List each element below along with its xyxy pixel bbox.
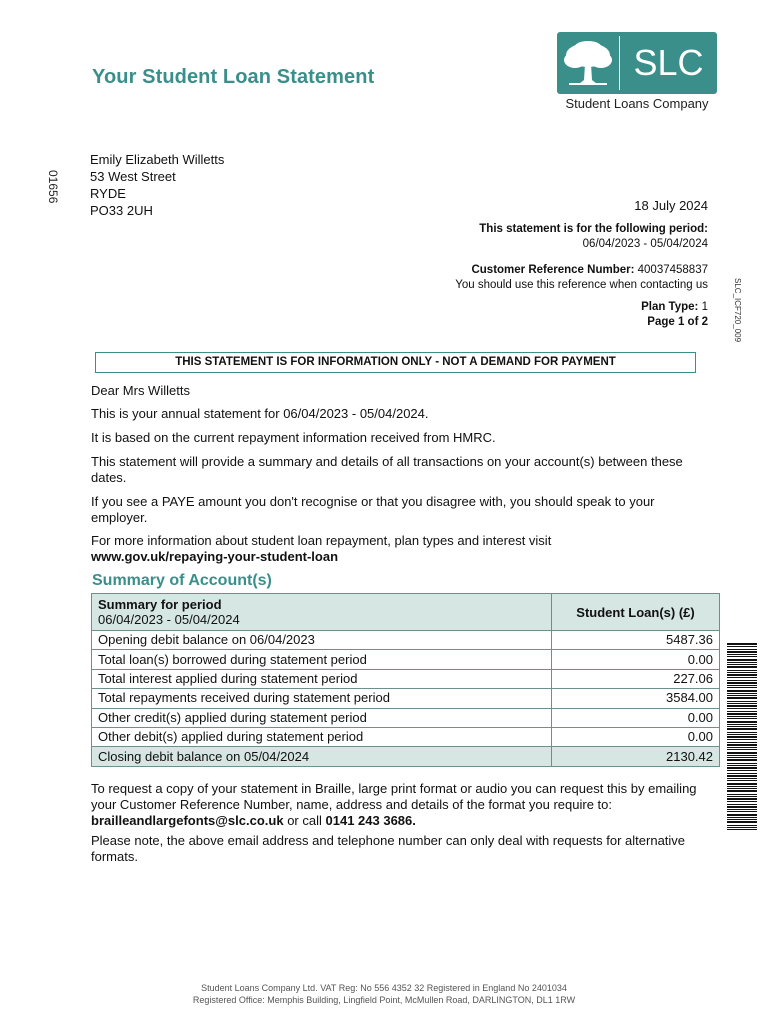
alternative-format-text: To request a copy of your statement in Braille, large print format or audio you can request this by emailing your Customer Reference Number, name, address and details of the format you require to: bbox=[91, 781, 697, 812]
gov-uk-link[interactable]: www.gov.uk/repaying-your-student-loan bbox=[91, 549, 339, 564]
page-title: Your Student Loan Statement bbox=[92, 66, 375, 88]
plan-type bbox=[641, 300, 708, 315]
information-notice: THIS STATEMENT IS FOR INFORMATION ONLY - NOT A DEMAND FOR PAYMENT bbox=[95, 352, 696, 373]
intro-paragraph: This is your annual statement for 06/04/2023 - 05/04/2024. bbox=[91, 406, 429, 421]
table-row bbox=[92, 669, 720, 688]
summary-period-dates: 06/04/2023 - 05/04/2024 bbox=[98, 612, 240, 627]
summary-heading: Summary of Account(s) bbox=[92, 572, 272, 589]
format-note-paragraph: Please note, the above email address and telephone number can only deal with requests for alternative formats. bbox=[91, 833, 686, 864]
period-value: 06/04/2023 - 05/04/2024 bbox=[582, 238, 708, 250]
row-label: Other debit(s) applied during statement period bbox=[92, 727, 552, 746]
slc-logo bbox=[557, 32, 717, 94]
row-label: Other credit(s) applied during statement period bbox=[92, 708, 552, 727]
logo-text: SLC bbox=[633, 42, 704, 83]
address-postcode: PO33 2UH bbox=[90, 203, 153, 218]
barcode bbox=[727, 643, 757, 830]
table-row bbox=[92, 689, 720, 708]
row-label: Total loan(s) borrowed during statement period bbox=[92, 650, 552, 669]
paye-paragraph: If you see a PAYE amount you don't recognise or that you disagree with, you should speak to your employer. bbox=[91, 494, 655, 525]
row-amount: 227.06 bbox=[552, 669, 720, 688]
row-amount: 0.00 bbox=[552, 650, 720, 669]
or-call-text: or call bbox=[287, 813, 322, 828]
row-label: Opening debit balance on 06/04/2023 bbox=[92, 631, 552, 650]
footer bbox=[0, 982, 768, 1006]
table-row bbox=[92, 650, 720, 669]
row-amount: 5487.36 bbox=[552, 631, 720, 650]
salutation: Dear Mrs Willetts bbox=[91, 383, 190, 398]
summary-table bbox=[91, 593, 720, 767]
plan-type-value: 1 bbox=[701, 301, 708, 313]
summary-period-header bbox=[92, 594, 552, 631]
row-label: Total interest applied during statement period bbox=[92, 669, 552, 688]
document-code: SLC_ICF720_009 bbox=[733, 278, 742, 343]
mailing-reference: 01656 bbox=[46, 170, 60, 204]
footer-address-line: Registered Office: Memphis Building, Lingfield Point, McMullen Road, DARLINGTON, DL1 1RW bbox=[192, 995, 576, 1005]
address-town: RYDE bbox=[90, 186, 126, 201]
oak-tree-icon bbox=[557, 32, 619, 94]
row-amount: 0.00 bbox=[552, 708, 720, 727]
summary-period-title: Summary for period bbox=[98, 597, 222, 612]
period-label: This statement is for the following period: bbox=[479, 223, 708, 235]
plan-type-label: Plan Type: bbox=[641, 301, 699, 313]
closing-balance-row bbox=[92, 747, 720, 766]
student-loan-header: Student Loan(s) (£) bbox=[552, 594, 720, 631]
table-row bbox=[92, 708, 720, 727]
row-amount: 0.00 bbox=[552, 727, 720, 746]
footer-company-line: Student Loans Company Ltd. VAT Reg: No 556 4352 32 Registered in England No 2401034 bbox=[201, 983, 567, 993]
row-amount: 3584.00 bbox=[552, 689, 720, 708]
summary-header-row bbox=[92, 594, 720, 631]
row-amount: 2130.42 bbox=[552, 747, 720, 766]
page-number: Page 1 of 2 bbox=[647, 316, 708, 328]
statement-date: 18 July 2024 bbox=[634, 198, 708, 213]
table-row bbox=[92, 727, 720, 746]
row-label: Closing debit balance on 05/04/2024 bbox=[92, 747, 552, 766]
hmrc-paragraph: It is based on the current repayment information received from HMRC. bbox=[91, 430, 496, 445]
customer-reference bbox=[471, 263, 708, 278]
alternative-format-paragraph bbox=[91, 781, 713, 829]
more-info-paragraph bbox=[91, 533, 713, 565]
row-label: Total repayments received during statement period bbox=[92, 689, 552, 708]
address-line: 53 West Street bbox=[90, 169, 176, 184]
recipient-address bbox=[90, 151, 224, 219]
logo-caption: Student Loans Company bbox=[565, 96, 709, 111]
more-info-text: For more information about student loan repayment, plan types and interest visit bbox=[91, 533, 552, 548]
phone-number[interactable]: 0141 243 3686. bbox=[325, 813, 416, 828]
customer-reference-value: 40037458837 bbox=[637, 264, 708, 276]
summary-paragraph: This statement will provide a summary and details of all transactions on your account(s) between these dates. bbox=[91, 454, 683, 485]
customer-reference-label: Customer Reference Number: bbox=[471, 264, 635, 276]
braille-email-link[interactable]: brailleandlargefonts@slc.co.uk bbox=[91, 813, 284, 828]
customer-reference-note: You should use this reference when contacting us bbox=[455, 279, 708, 291]
table-row bbox=[92, 631, 720, 650]
recipient-name: Emily Elizabeth Willetts bbox=[90, 152, 225, 167]
